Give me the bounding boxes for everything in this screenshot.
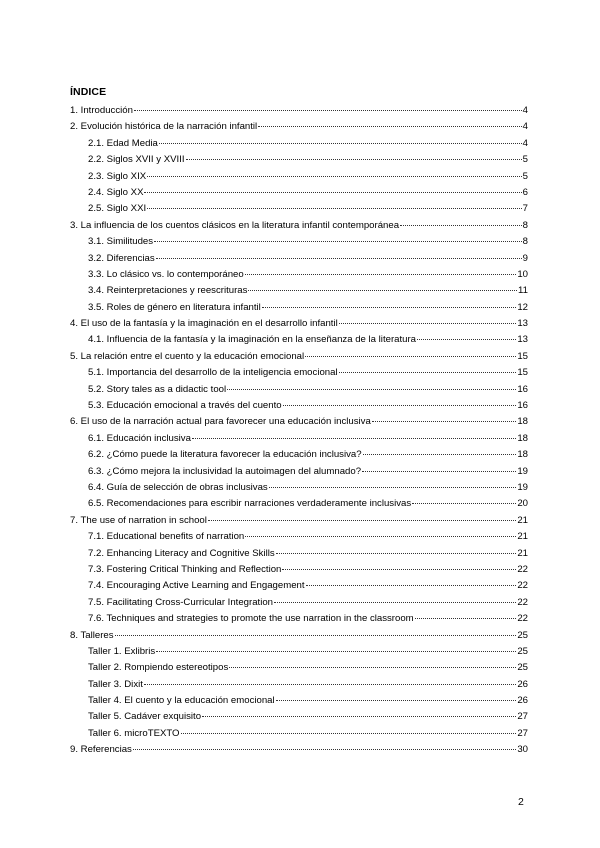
dot-leader (208, 511, 516, 521)
toc-entry-label: Taller 3. Dixit (88, 678, 143, 690)
toc-entry-label: 3.4. Reinterpretaciones y reescrituras (88, 285, 248, 297)
toc-entry-page-number: 19 (517, 465, 528, 477)
dot-leader (156, 249, 522, 259)
toc-entry-label: 8. Talleres (70, 629, 114, 641)
toc-entry-page-number: 16 (517, 383, 528, 395)
toc-entry-label: 3. La influencia de los cuentos clásicos en la literatura infantil contemporánea (70, 219, 400, 231)
toc-entry-label: 7.3. Fostering Critical Thinking and Reflection (88, 563, 282, 575)
toc-entry-page-number: 27 (517, 711, 528, 723)
dot-leader (144, 183, 521, 193)
toc-entry-label: 6.4. Guía de selección de obras inclusivas (88, 481, 268, 493)
toc-entry-page-number: 27 (517, 727, 528, 739)
dot-leader (134, 101, 522, 111)
toc-entry-page-number: 25 (517, 645, 528, 657)
dot-leader (282, 560, 516, 570)
toc-entry-page-number: 5 (522, 170, 528, 182)
dot-leader (147, 167, 522, 177)
dot-leader (417, 330, 516, 340)
page-number: 2 (518, 796, 524, 808)
dot-leader (154, 232, 522, 242)
toc-entry-page-number: 8 (522, 236, 528, 248)
toc-entry-label: Taller 4. El cuento y la educación emocional (88, 695, 275, 707)
toc-entry-label: 3.1. Similitudes (88, 236, 154, 248)
dot-leader (274, 593, 516, 603)
toc-entry-page-number: 10 (517, 268, 528, 280)
toc-entry-label: 7.4. Encouraging Active Learning and Engagement (88, 580, 305, 592)
toc-entry-page-number: 15 (517, 350, 528, 362)
toc-entry-page-number: 11 (518, 285, 528, 297)
toc-entry-label: 5.2. Story tales as a didactic tool (88, 383, 227, 395)
dot-leader (245, 527, 516, 537)
toc-entry-page-number: 26 (517, 678, 528, 690)
dot-leader (202, 707, 516, 717)
toc-entry-label: Taller 2. Rompiendo estereotipos (88, 662, 229, 674)
dot-leader (229, 658, 516, 668)
toc-entry-label: 5.3. Educación emocional a través del cuento (88, 400, 282, 412)
toc-entry-page-number: 13 (517, 334, 528, 346)
dot-leader (339, 314, 517, 324)
dot-leader (144, 675, 516, 685)
toc-entry-label: 2.3. Siglo XIX (88, 170, 147, 182)
toc-entry-page-number: 20 (517, 498, 528, 510)
toc-entry-label: 7.6. Techniques and strategies to promote the use narration in the classroom (88, 613, 414, 625)
dot-leader (181, 724, 517, 734)
toc-entry-label: 2.2. Siglos XVII y XVIII (88, 154, 185, 166)
toc-entry-label: Taller 5. Cadáver exquisito (88, 711, 202, 723)
dot-leader (248, 281, 517, 291)
toc-entry-label: 2.5. Siglo XXI (88, 203, 147, 215)
dot-leader (147, 199, 522, 209)
dot-leader (283, 396, 517, 406)
dot-leader (258, 117, 521, 127)
table-of-contents (70, 103, 528, 759)
dot-leader (133, 740, 516, 750)
toc-entry-label: 7. The use of narration in school (70, 514, 207, 526)
toc-entry-page-number: 22 (517, 563, 528, 575)
toc-entry-label: 3.5. Roles de género en literatura infantil (88, 301, 261, 313)
dot-leader (159, 134, 522, 144)
toc-entry-page-number: 5 (522, 154, 528, 166)
toc-entry-page-number: 8 (522, 219, 528, 231)
toc-entry-page-number: 12 (517, 301, 528, 313)
toc-entry-page-number: 22 (517, 613, 528, 625)
toc-entry-label: 9. Referencias (70, 744, 132, 756)
toc-entry-page-number: 30 (517, 744, 528, 756)
dot-leader (276, 544, 517, 554)
dot-leader (156, 642, 516, 652)
toc-entry-label: 3.3. Lo clásico vs. lo contemporáneo (88, 268, 244, 280)
toc-title: ÍNDICE (70, 86, 107, 98)
toc-entry-page-number: 25 (517, 629, 528, 641)
dot-leader (245, 265, 517, 275)
toc-entry-page-number: 21 (517, 531, 528, 543)
toc-entry-label: Taller 6. microTEXTO (88, 727, 180, 739)
dot-leader (192, 429, 516, 439)
toc-entry-page-number: 15 (517, 367, 528, 379)
toc-entry-page-number: 19 (517, 481, 528, 493)
dot-leader (306, 576, 517, 586)
toc-entry-label: Taller 1. Exlibris (88, 645, 156, 657)
dot-leader (415, 609, 517, 619)
toc-entry-label: 7.2. Enhancing Literacy and Cognitive Skills (88, 547, 275, 559)
toc-entry-label: 5. La relación entre el cuento y la educación emocional (70, 350, 305, 362)
toc-entry-page-number: 13 (517, 318, 528, 330)
toc-entry-label: 7.1. Educational benefits of narration (88, 531, 245, 543)
dot-leader (305, 347, 516, 357)
toc-entry-label: 7.5. Facilitating Cross-Curricular Integration (88, 596, 274, 608)
toc-entry-label: 6. El uso de la narración actual para favorecer una educación inclusiva (70, 416, 371, 428)
toc-entry-label: 3.2. Diferencias (88, 252, 155, 264)
toc-entry-page-number: 16 (517, 400, 528, 412)
toc-entry-page-number: 21 (517, 547, 528, 559)
toc-entry-label: 6.5. Recomendaciones para escribir narraciones verdaderamente inclusivas (88, 498, 412, 510)
toc-entry-section[interactable] (70, 742, 528, 758)
toc-entry-page-number: 4 (522, 105, 528, 116)
toc-entry-page-number: 21 (517, 514, 528, 526)
toc-entry-label: 2.1. Edad Media (88, 137, 158, 149)
toc-entry-page-number: 4 (522, 121, 528, 133)
toc-entry-page-number: 18 (517, 449, 528, 461)
dot-leader (362, 462, 516, 472)
toc-entry-page-number: 4 (522, 137, 528, 149)
dot-leader (262, 298, 517, 308)
dot-leader (276, 691, 517, 701)
toc-entry-page-number: 18 (517, 432, 528, 444)
dot-leader (269, 478, 517, 488)
toc-entry-page-number: 7 (522, 203, 528, 215)
toc-entry-label: 6.3. ¿Cómo mejora la inclusividad la autoimagen del alumnado? (88, 465, 362, 477)
dot-leader (115, 626, 517, 636)
dot-leader (227, 380, 516, 390)
dot-leader (400, 216, 522, 226)
dot-leader (186, 150, 522, 160)
toc-entry-page-number: 18 (517, 416, 528, 428)
toc-entry-label: 4. El uso de la fantasía y la imaginación en el desarrollo infantil (70, 318, 338, 330)
toc-entry-label: 4.1. Influencia de la fantasía y la imaginación en la enseñanza de la literatura (88, 334, 417, 346)
toc-entry-label: 2. Evolución histórica de la narración infantil (70, 121, 258, 133)
toc-entry-label: 6.1. Educación inclusiva (88, 432, 191, 444)
toc-entry-page-number: 26 (517, 695, 528, 707)
toc-entry-label: 2.4. Siglo XX (88, 186, 144, 198)
dot-leader (339, 363, 517, 373)
toc-entry-label: 1. Introducción (70, 105, 133, 116)
toc-entry-page-number: 9 (522, 252, 528, 264)
dot-leader (372, 412, 517, 422)
toc-entry-label: 6.2. ¿Cómo puede la literatura favorecer la educación inclusiva? (88, 449, 362, 461)
toc-entry-page-number: 6 (522, 186, 528, 198)
toc-entry-page-number: 25 (517, 662, 528, 674)
dot-leader (412, 494, 516, 504)
dot-leader (363, 445, 517, 455)
toc-entry-page-number: 22 (517, 580, 528, 592)
toc-entry-label: 5.1. Importancia del desarrollo de la inteligencia emocional (88, 367, 338, 379)
toc-entry-page-number: 22 (517, 596, 528, 608)
